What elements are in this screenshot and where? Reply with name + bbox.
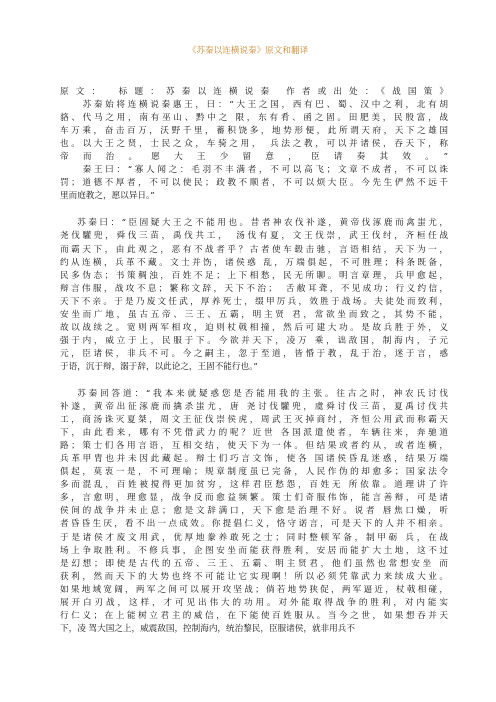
document-title: 《苏秦以连横说秦》原文和翻译 bbox=[187, 46, 309, 56]
text-line: 者昏昏生厌，看不出一点成效。你提倡仁义，恪守诺言，可是天下的人并不相亲。 bbox=[60, 519, 448, 530]
text-line: 天下不亲。于是乃废文任武，厚养死士，缀甲厉兵，效胜于战场。夫徒处而致利， bbox=[60, 296, 448, 307]
text-line: 尧伐驩兜，舜伐三苗，禹伐共工， 汤伐有夏，文王伐崇，武王伐纣，齐桓任战 bbox=[60, 231, 448, 242]
text-line: 兵革甲胄也并未因此藏起。辩士们巧言文饰，使各 国诸侯昏乱迷惑，结果万端 bbox=[60, 454, 448, 465]
text-line: 也。以大王之贤，士民之众，车骑之用， 兵法之教，可以并诸侯，吞天下，称 bbox=[60, 139, 448, 150]
text-line: 车万乘，奋击百万，沃野千里，蓄积饶多，地势形便，此所谓天府，天下之雄国 bbox=[60, 126, 448, 137]
text-line: 场上争取胜利。不修兵事，企图安坐而能获得胜利，安居而能扩大土地，这不过 bbox=[60, 545, 448, 556]
text-line: 貉、代马之用，南有巫山、黔中之 限，东有肴、函之固。田肥美，民殷富，战 bbox=[60, 113, 448, 124]
text-line: 元，臣诸侯，非兵不可。今之嗣主，忽于至道，皆惛于教，乱于治，迷于言，惑 bbox=[60, 348, 448, 359]
text-line: 下，凌 驾大国之上，威震敌国，控制海内，统治黎民，臣服诸侯，就非用兵不 bbox=[60, 623, 355, 634]
text-line: 于是诸侯才废文用武，优厚地豢养敢死之士；同时整顿军备，制甲砺 兵，在战 bbox=[60, 532, 448, 543]
text-line: 苏秦曰：“臣固疑大王之不能用也。昔者神农伐补遂，黄帝伐涿鹿而禽蚩尤， bbox=[77, 218, 448, 229]
text-line: 行仁义；在上能树立君主的威信，在下能使百姓服从。当今之世，如果想吞并天 bbox=[60, 610, 448, 621]
text-line: 辩言伟服，战攻不息；繁称文辞，天下不治； 舌敝耳聋，不见成功；行义约信， bbox=[60, 283, 448, 294]
text-line: 多而混乱，百姓被搅得更加贫穷，这样君臣愁怨，百姓无 所依靠。道理讲了许 bbox=[60, 480, 448, 491]
text-line: 苏秦始将连横说秦惠王，曰：“大王之国，西有巴、蜀、汉中之利，北有胡 bbox=[60, 100, 448, 111]
document-body bbox=[60, 86, 448, 636]
text-line: 而霸天下，由此观之，恶有不战者乎？古者使车毂击驰，言语相结，天下为一， bbox=[60, 244, 448, 255]
text-line: 路；策士们各用言语，互相交结，使天下为一体。但结果或者约从，或者连横， bbox=[60, 441, 448, 452]
text-line: 故以战续之。宽则两军相攻，迫则杖戟相撞，然后可建大功。是故兵胜于外，义 bbox=[60, 322, 448, 333]
text-line: 秦王曰：“寡人闻之：毛羽不丰满者，不可以高飞；文章不成者，不可以诛 bbox=[60, 165, 448, 176]
text-line: 是幻想；即使是古代的五帝、三王、五霸、明主贤君，他们虽然也常想安坐 而 bbox=[60, 558, 448, 569]
text-line: 获利，然而天下的大势也终不可能让它实现啊！所以必须凭靠武力来续成大业。 bbox=[60, 571, 448, 582]
text-line: 侯间的战争并未止息；愈是文辞满口，天下愈是治理不好。说者 唇焦口燥，听 bbox=[60, 506, 448, 517]
text-line: 展开白刃战，这样，才可见出伟大的功用。对外能取得战争的胜利，对内能实 bbox=[60, 597, 448, 608]
text-line: 下，由此看来，哪有不凭借武力的呢？近世 各国派遣使者，车辆往来，奔驰道 bbox=[60, 428, 448, 439]
paragraph-gap bbox=[60, 203, 448, 217]
text-line: 工，商汤诛灭夏桀，周文王征伐崇侯虎，周武王灭掉商纣，齐恒公用武而称霸天 bbox=[60, 415, 448, 426]
text-line: 苏秦回答道：“我本来就疑惑您是否能用我的主张。往古之时，神农氏讨伐 bbox=[77, 388, 448, 399]
text-line: 罚；道德不厚者，不可以使民；政教不顺者，不可以烦大臣。今先生俨然不远千 bbox=[60, 178, 448, 189]
paragraph-gap bbox=[60, 374, 448, 388]
text-line: 补遂，黄帝出征涿鹿而擒杀蚩尤，唐 尧讨伐驩兜，虞舜讨伐三苗，夏禹讨伐共 bbox=[60, 402, 448, 413]
text-line: 约从连横，兵革不藏。文士并饬，诸侯惑 乱，万端俱起，不可胜理；科条既备， bbox=[60, 257, 448, 268]
text-line: 多，言愈明，理愈显，战争反而愈益频繁。策士们奇服伟饰，能言善辩，可是诸 bbox=[60, 493, 448, 504]
text-line: 于语，沉于辩，溺于辞，以此论之，王固不能行也。” bbox=[60, 361, 258, 372]
text-line: 如果地域宽阔，两军之间可以展开攻坚战；倘若地势狭促，两军逼近，杖戟相碰， bbox=[60, 584, 448, 595]
text-line: 俱起，莫衷一是，不可理喻；规章制度虽已完备，人民作伪的却愈多；国家法令 bbox=[60, 467, 448, 478]
text-line: 安坐而广地，虽古五帝、三王、五霸，明主贤 君，常欲坐而致之，其势不能， bbox=[60, 309, 448, 320]
text-line: 民多伪态；书策稠浊，百姓不足；上下相愁，民无所聊。明言章理，兵甲愈起， bbox=[60, 270, 448, 281]
text-line: 帝而治。愿大王少留意，臣请奏其效。” bbox=[60, 152, 448, 163]
text-line: 强于内，威立于上，民服于下。今欲并天下，凌万 乘，诎敌国，制海内，子元 bbox=[60, 335, 448, 346]
text-line: 里而庭教之，愿以异日。” bbox=[60, 191, 155, 202]
text-line: 原文： 标题：苏秦以连横说秦 作者或出处：《战国策》 bbox=[60, 87, 448, 97]
